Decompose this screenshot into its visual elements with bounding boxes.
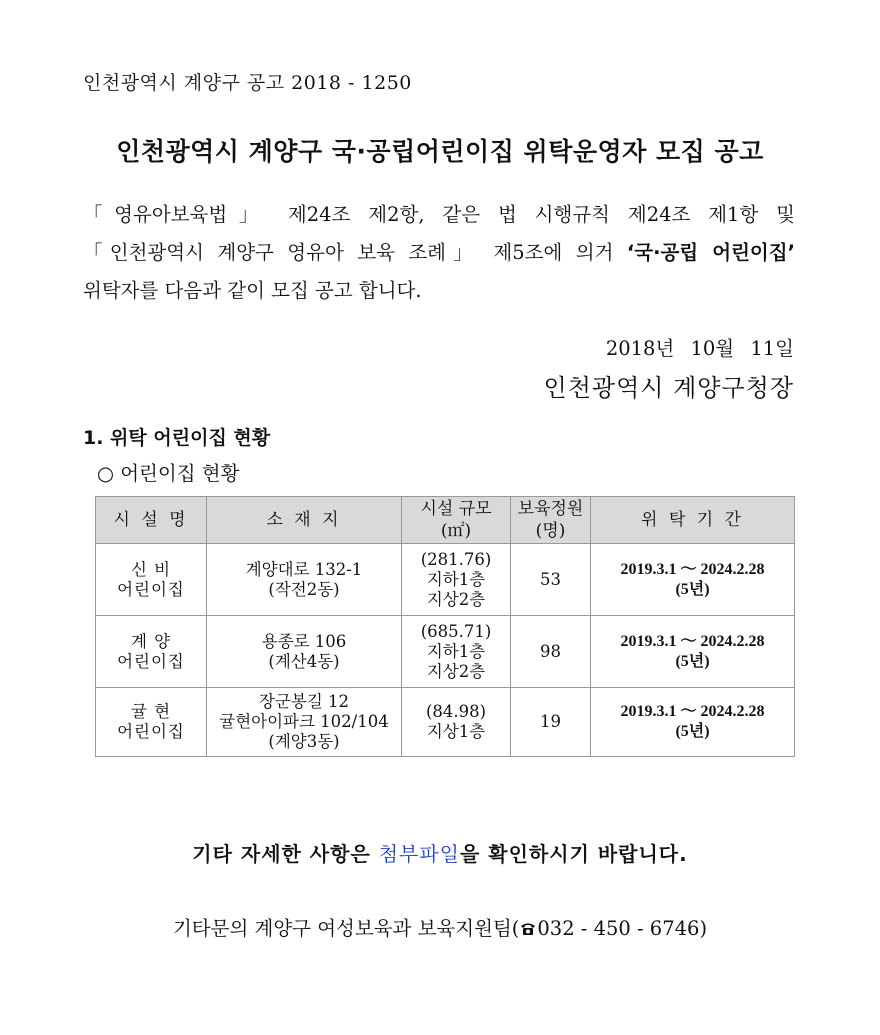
- daycare-status-table: [95, 496, 795, 757]
- address-line-1: 계양대로 132-1: [245, 559, 363, 579]
- table-row: [96, 544, 795, 616]
- period-duration: (5년): [675, 580, 710, 598]
- cell-period: [591, 544, 795, 616]
- facility-name-line-2: 어린이집: [117, 579, 185, 599]
- issuer-signature: 인천광역시 계양구청장: [543, 374, 794, 402]
- address-line-1: 장군봉길 12: [259, 692, 349, 711]
- contact-department: 기타문의 계양구 여성보육과 보육지원팀(: [172, 917, 520, 940]
- cell-scale: [402, 544, 511, 616]
- notice-date: 2018년 10월 11일: [605, 337, 794, 360]
- intro-line-3: 위탁자를 다음과 같이 모집 공고 합니다.: [83, 279, 422, 302]
- header-scale: [402, 497, 511, 544]
- contact-info: [0, 913, 880, 941]
- header-capacity-line-2: (명): [535, 521, 566, 541]
- contact-phone-number[interactable]: 032 - 450 - 6746: [537, 917, 700, 940]
- intro-line-2-text: 「인천광역시 계양구 영유아 보육 조례」 제5조에 의거: [83, 241, 627, 264]
- facility-name-line-1: 귤 현: [130, 702, 172, 721]
- address-line-2: 귤현아이파크 102/104: [219, 712, 389, 731]
- period-range: 2019.3.1 ～ 2024.2.28: [620, 632, 765, 650]
- notice-number: 인천광역시 계양구 공고 2018 - 1250: [83, 72, 412, 94]
- address-line-1: 용종로 106: [261, 631, 347, 651]
- facility-name-line-1: 신 비: [130, 559, 172, 579]
- table-row: [96, 688, 795, 757]
- cell-period: [591, 688, 795, 757]
- cell-capacity: 98: [511, 616, 591, 688]
- intro-paragraph: [83, 196, 795, 310]
- telephone-icon: [520, 922, 536, 936]
- scale-floor-1: 지상1층: [426, 722, 486, 741]
- header-scale-line-1: 시설 규모: [420, 499, 492, 519]
- scale-floor-1: 지하1층: [426, 569, 486, 589]
- cell-location: [207, 616, 402, 688]
- period-duration: (5년): [675, 723, 710, 740]
- scale-floor-2: 지상2층: [426, 661, 486, 681]
- cell-period: [591, 616, 795, 688]
- header-scale-line-2: (㎡): [440, 521, 472, 541]
- cell-location: [207, 688, 402, 757]
- period-range: 2019.3.1 ～ 2024.2.28: [620, 560, 765, 578]
- cell-location: [207, 544, 402, 616]
- attachment-link[interactable]: 첨부파일: [378, 842, 460, 866]
- facility-name-line-2: 어린이집: [117, 722, 185, 741]
- period-range: 2019.3.1 ～ 2024.2.28: [620, 703, 765, 720]
- cell-facility-name: [96, 688, 207, 757]
- closing-notice: [0, 838, 880, 867]
- header-facility-name: 시 설 명: [96, 497, 207, 544]
- header-period: 위 탁 기 간: [591, 497, 795, 544]
- address-line-2: (작전2동): [268, 579, 340, 599]
- header-location: 소 재 지: [207, 497, 402, 544]
- cell-capacity: 19: [511, 688, 591, 757]
- subsection-title: ○ 어린이집 현황: [97, 462, 240, 485]
- cell-facility-name: [96, 544, 207, 616]
- contact-closing-paren: ): [699, 917, 708, 940]
- section-title: 1. 위탁 어린이집 현황: [83, 427, 271, 449]
- scale-area: (685.71): [420, 621, 492, 641]
- address-line-3: (계양3동): [268, 732, 340, 751]
- page-title: 인천광역시 계양구 국·공립어린이집 위탁운영자 모집 공고: [116, 137, 764, 166]
- intro-line-1: 「영유아보육법」 제24조 제2항, 같은 법 시행규칙 제24조 제1항 및: [83, 203, 795, 226]
- scale-area: (281.76): [420, 549, 492, 569]
- table-row: [96, 616, 795, 688]
- header-capacity-line-1: 보육정원: [517, 499, 584, 519]
- cell-scale: [402, 616, 511, 688]
- cell-scale: [402, 688, 511, 757]
- closing-text-after: 을 확인하시기 바랍니다.: [460, 842, 688, 866]
- period-duration: (5년): [675, 652, 710, 670]
- scale-floor-2: 지상2층: [426, 589, 486, 609]
- facility-name-line-1: 계 양: [130, 631, 172, 651]
- closing-text-before: 기타 자세한 사항은: [192, 842, 379, 866]
- intro-line-2: [83, 234, 795, 272]
- scale-area: (84.98): [425, 702, 487, 721]
- scale-floor-1: 지하1층: [426, 641, 486, 661]
- cell-facility-name: [96, 616, 207, 688]
- facility-name-line-2: 어린이집: [117, 651, 185, 671]
- header-capacity: [511, 497, 591, 544]
- cell-capacity: 53: [511, 544, 591, 616]
- table-header-row: [96, 497, 795, 544]
- intro-line-2-emphasis: ‘국·공립 어린이집’: [626, 241, 795, 264]
- address-line-2: (계산4동): [268, 651, 340, 671]
